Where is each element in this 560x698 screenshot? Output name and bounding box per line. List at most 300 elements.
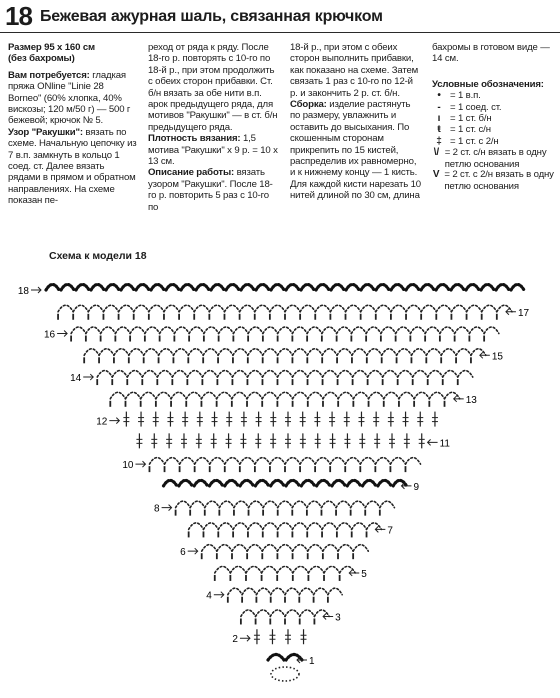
chain-arc <box>255 458 270 465</box>
chain-arc <box>263 327 278 334</box>
chain-arc <box>307 501 322 508</box>
shell-fan <box>61 285 74 291</box>
legend-item <box>432 147 556 169</box>
chain-arc <box>248 523 263 530</box>
chain-arc <box>383 371 398 378</box>
legend-text: = 1 ст. б/н <box>450 113 492 124</box>
chain-arc <box>428 371 443 378</box>
shell-fan <box>225 480 238 486</box>
row-direction-arrow <box>240 635 250 641</box>
chain-arc <box>300 305 315 312</box>
chain-arc <box>171 392 186 399</box>
chain-arc <box>240 305 255 312</box>
chain-arc <box>233 349 248 356</box>
chain-arc <box>204 327 219 334</box>
chain-arc <box>285 588 299 595</box>
chain-arc <box>144 349 159 356</box>
shell-fan <box>268 655 284 661</box>
row-number-label: 16 <box>43 329 56 341</box>
chain-arc <box>351 327 366 334</box>
chain-arc <box>215 566 231 573</box>
chain-arc <box>285 458 300 465</box>
chain-arc <box>262 545 277 552</box>
chain-arc <box>142 371 157 378</box>
legend-item <box>432 169 556 191</box>
row-number-label: 5 <box>361 568 367 580</box>
assembly-paragraph: Сборка: изделие растянуть по размеру, увлажнить и оставить до высыхания. По скошенным сторонам прикрепить по 15 кистей, распределив их равномерно, и к нижнему концу — 1 кисть. Для каждой кисти нарезать 10 нитей длиной по 30 см, длина <box>290 99 421 202</box>
shell-fan <box>255 480 268 486</box>
starting-ring <box>271 667 299 681</box>
chain-arc <box>263 523 278 530</box>
chain-arc <box>308 545 323 552</box>
chain-arc <box>292 349 307 356</box>
row-direction-arrow <box>188 548 198 554</box>
legend-symbol: - <box>437 101 441 113</box>
row-number-label: 10 <box>122 460 134 472</box>
row-number-label: 4 <box>206 590 212 602</box>
shell-fan <box>436 285 449 291</box>
chain-arc <box>411 349 426 356</box>
chain-arc <box>360 458 375 465</box>
chain-arc <box>149 458 164 465</box>
chain-arc <box>247 545 262 552</box>
chain-arc <box>86 327 101 334</box>
legend-item <box>432 136 556 147</box>
chain-arc <box>399 392 414 399</box>
chain-arc <box>300 610 315 617</box>
chain-arc <box>112 371 127 378</box>
chain-arc <box>255 305 270 312</box>
legend-symbol: V <box>432 169 440 181</box>
chain-arc <box>323 371 338 378</box>
chain-arc <box>210 458 225 465</box>
shell-fan <box>76 285 89 291</box>
chain-arc <box>278 523 293 530</box>
shell-fan <box>406 285 419 291</box>
shell-fan <box>164 480 177 486</box>
shell-fan <box>361 285 374 291</box>
chain-arc <box>159 349 174 356</box>
legend-symbol: ı <box>437 113 441 124</box>
chain-arc <box>256 610 271 617</box>
legend-text: = 1 в.п. <box>450 90 481 102</box>
shell-fan <box>391 285 404 291</box>
chain-arc <box>497 305 512 312</box>
chain-arc <box>292 501 307 508</box>
row-direction-arrow <box>162 505 172 511</box>
chain-arc <box>219 501 234 508</box>
chain-arc <box>429 392 444 399</box>
shell-fan <box>106 285 119 291</box>
chain-arc <box>277 566 293 573</box>
chain-arc <box>277 371 292 378</box>
row-number-label: 11 <box>439 438 450 450</box>
chain-arc <box>398 371 413 378</box>
chain-arc <box>203 349 218 356</box>
legend-title: Условные обозначения: <box>432 78 544 90</box>
chain-arc <box>293 545 308 552</box>
article-header <box>0 0 560 33</box>
chain-arc <box>367 523 382 530</box>
chain-arc <box>324 566 340 573</box>
legend-item <box>432 113 556 124</box>
row-number-label: 6 <box>180 547 186 559</box>
chain-arc <box>263 501 278 508</box>
chain-arc <box>179 305 194 312</box>
chain-arc <box>103 305 118 312</box>
chain-arc <box>242 588 256 595</box>
chain-arc <box>149 305 164 312</box>
chain-arc <box>203 523 218 530</box>
chain-arc <box>337 523 352 530</box>
row-direction-arrow <box>214 592 224 598</box>
chain-arc <box>232 545 247 552</box>
shell-fan <box>136 285 149 291</box>
chain-arc <box>248 327 263 334</box>
chain-arc <box>97 371 112 378</box>
legend-text: = 2 ст. с 2/н вязать в одну петлю основания <box>444 169 554 192</box>
row-number-label: 8 <box>154 503 160 515</box>
chain-arc <box>292 327 307 334</box>
chain-arc <box>307 349 322 356</box>
chain-arc <box>443 371 458 378</box>
legend-symbol: \/ <box>433 147 439 159</box>
chain-arc <box>445 392 460 399</box>
chain-arc <box>307 327 322 334</box>
chain-arc <box>194 305 209 312</box>
row-number-label: 17 <box>517 307 530 319</box>
chain-arc <box>129 349 144 356</box>
chain-arc <box>299 588 313 595</box>
shell-fan <box>181 285 194 291</box>
chain-arc <box>262 371 277 378</box>
chain-arc <box>263 349 278 356</box>
chain-arc <box>217 392 232 399</box>
chain-arc <box>455 327 470 334</box>
chain-arc <box>165 458 180 465</box>
chain-arc <box>176 501 191 508</box>
chain-arc <box>307 523 322 530</box>
chain-arc <box>145 327 160 334</box>
chain-arc <box>217 371 232 378</box>
chain-arc <box>114 349 129 356</box>
pattern-continuation: реход от ряда к ряду. После 18-го р. повторять с 10-го по 18-й р., при этом продолжить с обеих сторон прибавки. Ст. б/н вязать за обе нити в.п. арок предыдущего ряда, для мотивов "Ракушки" — в ст. б/н предыдущего ряда. <box>148 42 278 133</box>
fringe-paragraph: бахромы в готовом виде — 14 см. <box>432 42 550 65</box>
chain-arc <box>405 458 420 465</box>
chain-arc <box>172 371 187 378</box>
chain-arc <box>247 371 262 378</box>
text-column-4 <box>432 42 556 191</box>
chain-arc <box>292 523 307 530</box>
chain-arc <box>458 371 473 378</box>
shell-fan <box>286 285 299 291</box>
row-direction-arrow <box>109 418 119 424</box>
chain-arc <box>285 305 300 312</box>
chain-arc <box>436 305 451 312</box>
shell-fan <box>316 285 329 291</box>
legend-list <box>432 90 556 191</box>
chain-arc <box>337 327 352 334</box>
chain-arc <box>202 545 217 552</box>
row-number-label: 12 <box>96 416 108 428</box>
chain-arc <box>367 349 382 356</box>
chain-arc <box>293 566 309 573</box>
legend-text: = 1 ст. с 2/н <box>450 135 499 147</box>
row-number-label: 7 <box>387 525 393 537</box>
chain-arc <box>425 327 440 334</box>
shell-fan <box>376 285 389 291</box>
chain-arc <box>351 501 366 508</box>
chain-arc <box>467 305 482 312</box>
shell-fan <box>346 285 359 291</box>
work-continuation: 18-й р., при этом с обеих сторон выполнить прибавки, как показано на схеме. Затем связать 1 раз с 10-го по 12-й р. и закончить 2 р. ст. б/н. <box>290 42 419 99</box>
shell-fan <box>271 480 284 486</box>
chain-arc <box>293 392 308 399</box>
chain-arc <box>115 327 130 334</box>
chain-arc <box>190 501 205 508</box>
row-number-label: 14 <box>70 373 82 385</box>
chain-arc <box>322 523 337 530</box>
shell-fan <box>226 285 239 291</box>
shell-fan <box>301 285 314 291</box>
chain-arc <box>173 349 188 356</box>
chain-arc <box>241 610 256 617</box>
chain-arc <box>278 349 293 356</box>
chain-arc <box>390 458 405 465</box>
chain-arc <box>308 371 323 378</box>
chain-arc <box>73 305 88 312</box>
text-column-2 <box>148 42 279 213</box>
chain-arc <box>338 545 353 552</box>
chain-arc <box>482 305 497 312</box>
row-direction-arrow <box>57 331 67 337</box>
shell-fan <box>256 285 269 291</box>
chain-arc <box>345 458 360 465</box>
row-number-label: 2 <box>232 634 238 646</box>
chain-arc <box>246 566 262 573</box>
shell-fan <box>317 480 330 486</box>
chain-arc <box>384 392 399 399</box>
shell-fan <box>481 285 494 291</box>
legend-symbol: ‡ <box>436 135 442 147</box>
chain-arc <box>225 458 240 465</box>
shell-fan <box>271 285 284 291</box>
shell-fan <box>363 480 376 486</box>
chain-arc <box>188 349 203 356</box>
chain-arc <box>340 566 356 573</box>
size-label: Размер 95 х 160 см <box>8 42 95 53</box>
chain-arc <box>256 588 270 595</box>
row-number-label: 18 <box>17 286 29 297</box>
shell-fan <box>466 285 479 291</box>
chain-arc <box>219 327 234 334</box>
chain-arc <box>58 305 73 312</box>
shell-fan <box>240 480 253 486</box>
row-direction-arrow <box>454 396 464 402</box>
chain-arc <box>375 458 390 465</box>
chain-arc <box>338 371 353 378</box>
chain-arc <box>322 327 337 334</box>
shell-fan <box>421 285 434 291</box>
chain-arc <box>99 349 114 356</box>
row-number-label: 13 <box>465 394 477 406</box>
chain-arc <box>218 523 233 530</box>
chain-arc <box>248 349 263 356</box>
chain-arc <box>160 327 175 334</box>
chain-arc <box>323 545 338 552</box>
chain-arc <box>469 327 484 334</box>
chain-arc <box>271 588 285 595</box>
legend-item <box>432 90 556 101</box>
chain-arc <box>440 327 455 334</box>
chain-arc <box>233 327 248 334</box>
chain-arc <box>189 523 204 530</box>
legend-symbol: • <box>437 90 441 102</box>
chain-arc <box>247 392 262 399</box>
chain-arc <box>353 392 368 399</box>
chain-arc <box>141 392 156 399</box>
chain-arc <box>361 305 376 312</box>
chain-arc <box>484 327 499 334</box>
row-number-label: 9 <box>413 481 420 493</box>
chain-arc <box>413 371 428 378</box>
legend-item <box>432 124 556 135</box>
chain-arc <box>353 371 368 378</box>
shell-fan <box>496 285 509 291</box>
text-column-3 <box>290 42 421 202</box>
shell-fan <box>151 285 164 291</box>
chain-arc <box>441 349 456 356</box>
chain-arc <box>396 327 411 334</box>
chain-arc <box>323 392 338 399</box>
chain-arc <box>202 371 217 378</box>
chain-arc <box>84 349 99 356</box>
chain-arc <box>232 371 247 378</box>
schema-title: Схема к модели 18 <box>49 250 147 262</box>
chain-arc <box>321 501 336 508</box>
model-number: 18 <box>5 1 32 31</box>
chain-arc <box>189 327 204 334</box>
chain-arc <box>262 566 278 573</box>
shell-fan <box>179 480 192 486</box>
shell-fan <box>91 285 104 291</box>
row-direction-arrow <box>83 374 93 380</box>
chain-arc <box>426 349 441 356</box>
chain-arc <box>230 566 246 573</box>
chain-arc <box>352 349 367 356</box>
chain-arc <box>217 545 232 552</box>
chain-arc <box>366 327 381 334</box>
shell-fan <box>196 285 209 291</box>
chain-arc <box>234 501 249 508</box>
chain-arc <box>330 305 345 312</box>
chain-arc <box>174 327 189 334</box>
chain-arc <box>353 545 368 552</box>
chain-arc <box>410 327 425 334</box>
row-number-label: 3 <box>335 612 341 624</box>
chain-arc <box>201 392 216 399</box>
pattern-paragraph: Узор "Ракушки": вязать по схеме. Начальную цепочку из 7 в.п. замкнуть в кольцо 1 соед. ст. Далее вязать рядами в прямом и обратном направлениях. На схеме показан пе- <box>8 126 137 207</box>
row-number-label: 1 <box>309 656 315 667</box>
row-direction-arrow <box>135 461 145 467</box>
chain-arc <box>308 392 323 399</box>
work-paragraph: Описание работы: вязать узором "Ракушки". После 18-го р. повторить 5 раз с 10-го по <box>148 167 273 213</box>
chain-arc <box>125 392 140 399</box>
legend-item <box>432 102 556 113</box>
legend-symbol: ŧ <box>437 124 441 136</box>
chain-arc <box>180 458 195 465</box>
crochet-chart <box>0 260 560 698</box>
chain-arc <box>130 327 145 334</box>
shell-fan <box>209 480 222 486</box>
shell-fan <box>511 285 524 291</box>
chain-arc <box>314 588 328 595</box>
text-column-1 <box>8 42 139 207</box>
chain-arc <box>228 588 242 595</box>
chain-arc <box>270 610 285 617</box>
shell-fan <box>46 285 59 291</box>
shell-fan <box>331 285 344 291</box>
chain-arc <box>205 501 220 508</box>
shell-fan <box>211 285 224 291</box>
legend-text: = 1 соед. ст. <box>450 101 502 113</box>
chain-arc <box>315 458 330 465</box>
chain-arc <box>330 458 345 465</box>
chain-arc <box>209 305 224 312</box>
chain-arc <box>71 327 86 334</box>
shell-fan <box>194 480 207 486</box>
chain-arc <box>249 501 264 508</box>
chain-arc <box>195 458 210 465</box>
legend-text: = 2 ст. с/н вязать в одну петлю основания <box>444 147 547 170</box>
article-title: Бежевая ажурная шаль, связанная крючком <box>40 8 383 25</box>
shell-fan <box>332 480 345 486</box>
chain-arc <box>277 545 292 552</box>
chain-arc <box>88 305 103 312</box>
chain-arc <box>233 523 248 530</box>
shell-fan <box>241 285 254 291</box>
chain-arc <box>110 392 125 399</box>
chain-arc <box>186 392 201 399</box>
shell-fan <box>451 285 464 291</box>
chain-arc <box>270 458 285 465</box>
chain-arc <box>127 371 142 378</box>
materials-paragraph: Вам потребуется: гладкая пряжа ONline "Linie 28 Borneo" (60% хлопка, 40% вискозы; 120 м/50 г) — 500 г бежевой; крючок № 5. <box>8 69 131 127</box>
chain-arc <box>224 305 239 312</box>
chain-arc <box>300 458 315 465</box>
row-direction-arrow <box>428 439 438 445</box>
chain-arc <box>451 305 466 312</box>
density-paragraph: Плотность вязания: 1,5 мотива "Ракушки" х 9 р. = 10 х 13 см. <box>148 133 278 168</box>
row-number-label: 15 <box>491 351 503 363</box>
row-direction-arrow <box>349 570 359 576</box>
chain-arc <box>164 305 179 312</box>
chain-arc <box>352 523 367 530</box>
chain-arc <box>270 305 285 312</box>
chain-arc <box>414 392 429 399</box>
chain-arc <box>101 327 116 334</box>
chain-arc <box>314 610 329 617</box>
chain-arc <box>337 349 352 356</box>
chain-arc <box>156 392 171 399</box>
chain-arc <box>278 327 293 334</box>
shell-fan <box>378 480 391 486</box>
chain-arc <box>157 371 172 378</box>
shell-fan <box>347 480 360 486</box>
chain-arc <box>336 501 351 508</box>
chain-arc <box>338 392 353 399</box>
shell-fan <box>166 285 179 291</box>
